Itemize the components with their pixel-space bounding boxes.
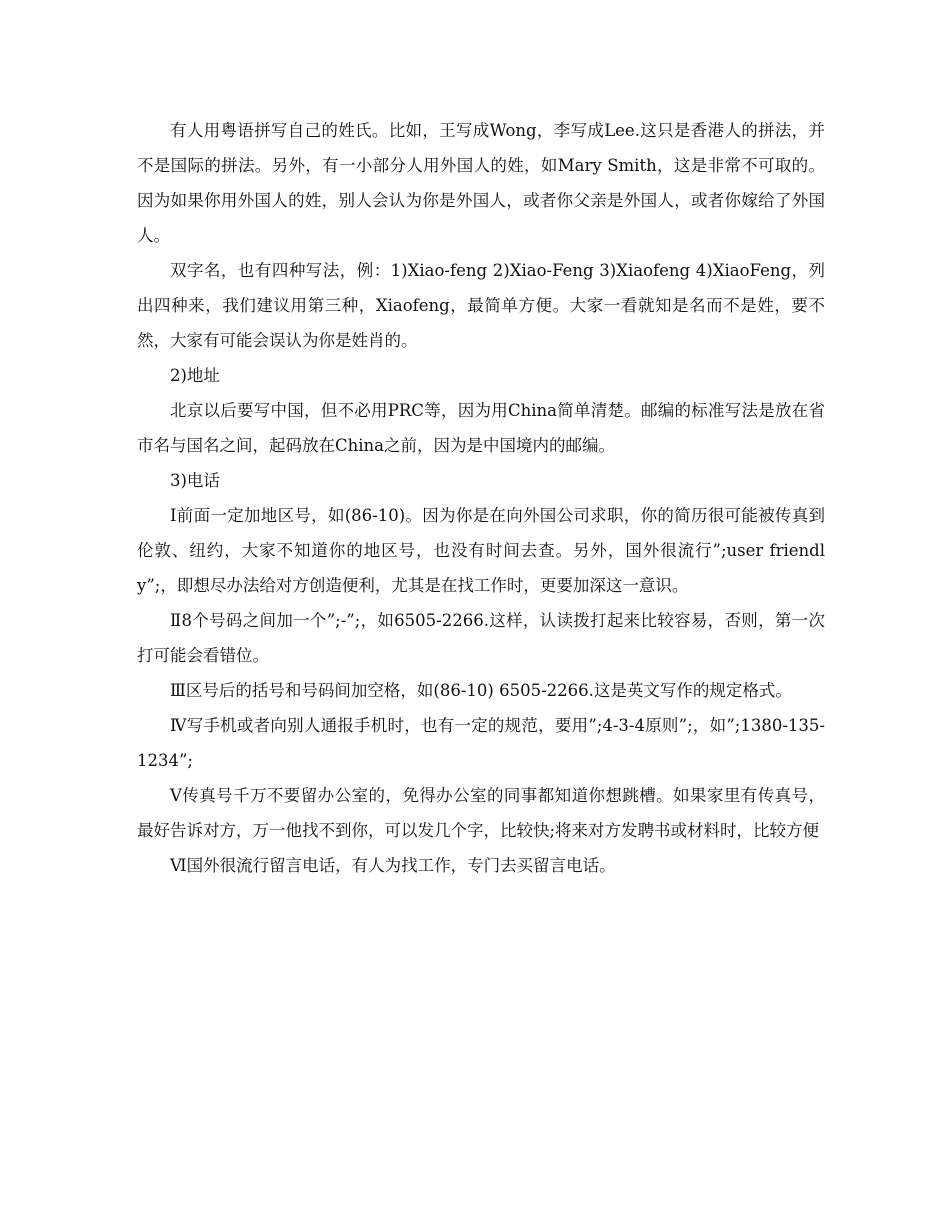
- paragraph-voicemail: Ⅵ国外很流行留言电话，有人为找工作，专门去买留言电话。: [170, 856, 616, 875]
- paragraph-phone-hyphen: Ⅱ8个号码之间加一个”;-”;，如6505-2266.这样，认读拨打起来比较容易，否则，第一次打可能会看错位。: [137, 611, 825, 665]
- document-body: [137, 113, 825, 883]
- paragraph-double-given-name: 双字名，也有四种写法，例：1)Xiao-feng 2)Xiao-Feng 3)Xiaofeng 4)XiaoFeng，列出四种来，我们建议用第三种，Xiaofeng，最简单方便。大家一看就知是名而不是姓，要不然，大家有可能会误认为你是姓肖的。: [137, 261, 825, 350]
- paragraph-phone-space: Ⅲ区号后的括号和号码间加空格，如(86-10) 6505-2266.这是英文写作的规定格式。: [170, 681, 792, 700]
- heading-address: 2)地址: [170, 366, 220, 385]
- paragraph-mobile-format: Ⅳ写手机或者向别人通报手机时，也有一定的规范，要用”;4-3-4原则”;，如”;1380-135-1234”;: [137, 716, 825, 770]
- paragraph-surname-cantonese: 有人用粤语拼写自己的姓氏。比如，王写成Wong，李写成Lee.这只是香港人的拼法，并不是国际的拼法。另外，有一小部分人用外国人的姓，如Mary Smith，这是非常不可取的。因为如果你用外国人的姓，别人会认为你是外国人，或者你父亲是外国人，或者你嫁给了外国人。: [137, 121, 825, 245]
- document-page: [137, 0, 825, 1230]
- paragraph-phone-area-code: Ⅰ前面一定加地区号，如(86-10)。因为你是在向外国公司求职，你的简历很可能被传真到伦敦、纽约，大家不知道你的地区号，也没有时间去查。另外，国外很流行”;user friendly”;，即想尽办法给对方创造便利，尤其是在找工作时，更要加深这一意识。: [137, 506, 825, 595]
- paragraph-address: 北京以后要写中国，但不必用PRC等，因为用China简单清楚。邮编的标准写法是放在省市名与国名之间，起码放在China之前，因为是中国境内的邮编。: [137, 401, 825, 455]
- heading-phone: 3)电话: [170, 471, 220, 490]
- paragraph-fax: Ⅴ传真号千万不要留办公室的，免得办公室的同事都知道你想跳槽。如果家里有传真号，最好告诉对方，万一他找不到你，可以发几个字，比较快;将来对方发聘书或材料时，比较方便: [137, 786, 825, 840]
